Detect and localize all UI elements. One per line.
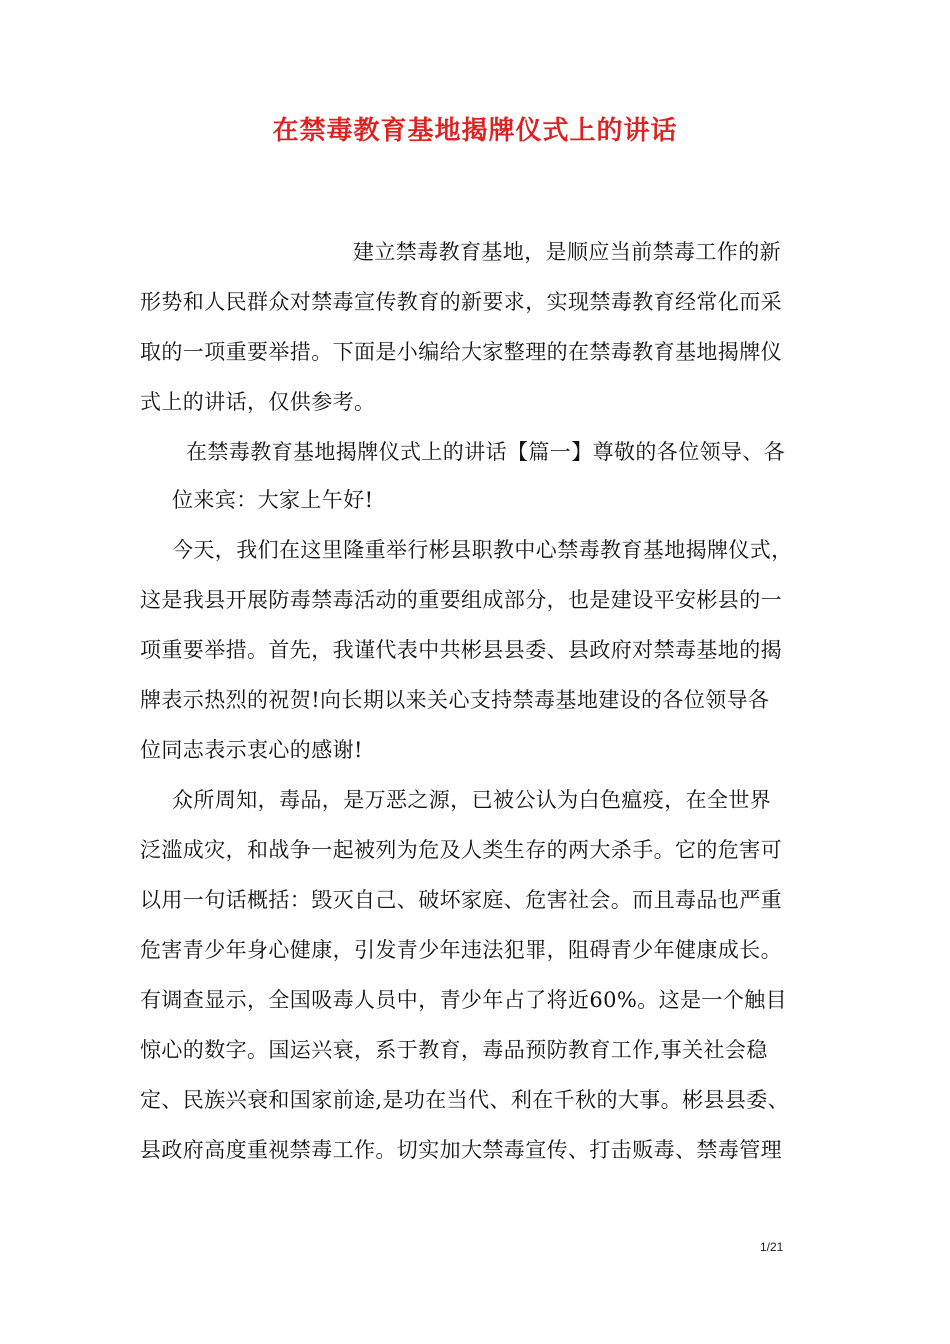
text-line: 位来宾：大家上午好! xyxy=(172,488,374,512)
text-line: 今天，我们在这里隆重举行彬县职教中心禁毒教育基地揭牌仪式， xyxy=(172,538,793,562)
text-line: 县政府高度重视禁毒工作。切实加大禁毒宣传、打击贩毒、禁毒管理 xyxy=(140,1138,782,1162)
text-line: 建立禁毒教育基地，是顺应当前禁毒工作的新 xyxy=(353,240,781,264)
text-line: 以用一句话概括：毁灭自己、破坏家庭、危害社会。而且毒品也严重 xyxy=(140,888,782,912)
text-line: 在禁毒教育基地揭牌仪式上的讲话【篇一】尊敬的各位领导、各 xyxy=(186,440,786,464)
text-line: 形势和人民群众对禁毒宣传教育的新要求，实现禁毒教育经常化而采 xyxy=(140,290,782,314)
page-number: 1/21 xyxy=(760,1240,784,1254)
text-line: 项重要举措。首先，我谨代表中共彬县县委、县政府对禁毒基地的揭 xyxy=(140,638,782,662)
text-line: 这是我县开展防毒禁毒活动的重要组成部分，也是建设平安彬县的一 xyxy=(140,588,782,612)
text-line: 牌表示热烈的祝贺!向长期以来关心支持禁毒基地建设的各位领导各 xyxy=(140,688,770,712)
text-line: 有调查显示，全国吸毒人员中，青少年占了将近60%。这是一个触目 xyxy=(140,988,788,1012)
text-line: 危害青少年身心健康，引发青少年违法犯罪，阻碍青少年健康成长。 xyxy=(140,938,782,962)
text-line: 众所周知，毒品，是万恶之源，已被公认为白色瘟疫，在全世界 xyxy=(172,788,772,812)
text-line: 取的一项重要举措。下面是小编给大家整理的在禁毒教育基地揭牌仪 xyxy=(140,340,782,364)
text-line: 惊心的数字。国运兴衰，系于教育，毒品预防教育工作,事关社会稳 xyxy=(140,1038,768,1062)
text-line: 式上的讲话，仅供参考。 xyxy=(140,390,376,414)
document-title: 在禁毒教育基地揭牌仪式上的讲话 xyxy=(272,116,678,146)
text-line: 泛滥成灾，和战争一起被列为危及人类生存的两大杀手。它的危害可 xyxy=(140,838,782,862)
text-line: 定、民族兴衰和国家前途,是功在当代、利在千秋的大事。彬县县委、 xyxy=(140,1088,790,1112)
text-line: 位同志表示衷心的感谢! xyxy=(140,738,363,762)
